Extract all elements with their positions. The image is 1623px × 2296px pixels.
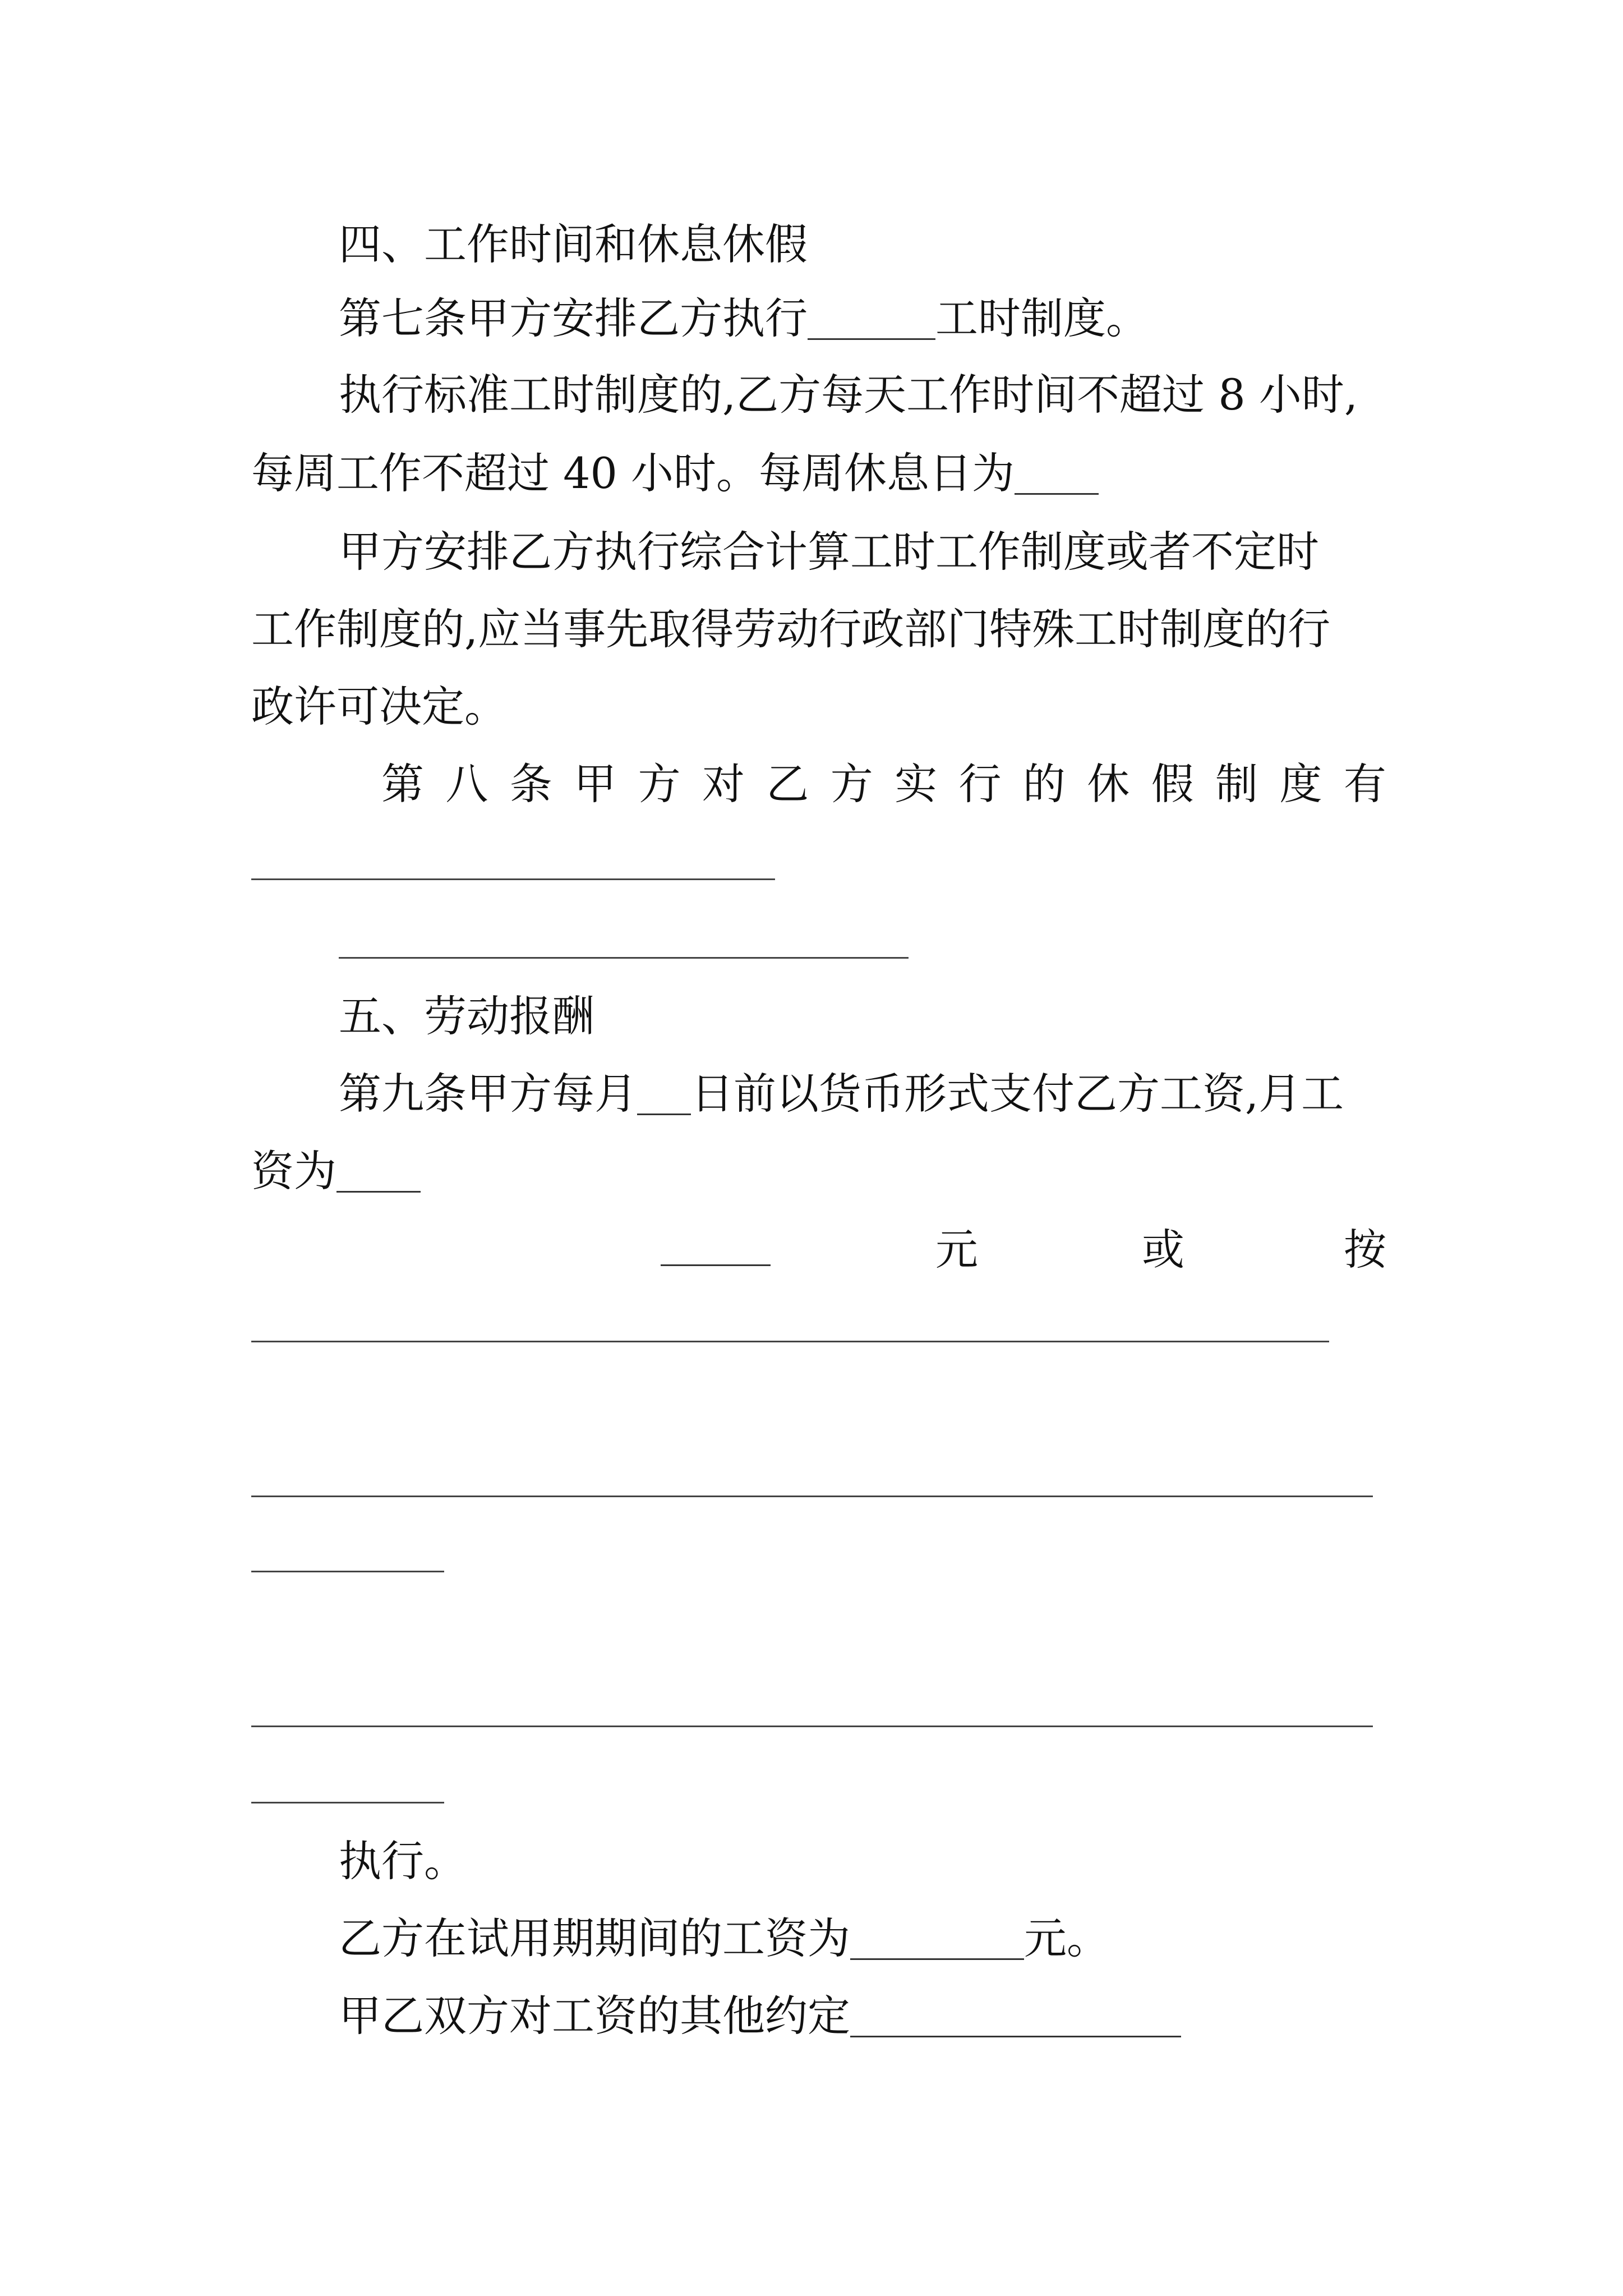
probation-suffix: 元。 [1024,1913,1109,1963]
salary-basis-blank-2[interactable] [251,1496,1373,1497]
probation-text: 乙方在试用期期间的工资为 [339,1913,850,1963]
leave-system-blank-1[interactable] [251,878,775,880]
article-8-char: 行 [958,759,1002,809]
article-8-char: 休 [1087,759,1130,809]
article-8-char: 制 [1215,759,1258,809]
article-9-suffix: 日前以货币形式支付乙方工资,月工 [691,1069,1344,1119]
word-according: 按 [1344,1225,1386,1274]
comprehensive-hours-line-1: 甲方安排乙方执行综合计算工时工作制度或者不定时 [339,527,1319,577]
other-agreements [339,1991,1181,2041]
article-8-char: 方 [830,759,873,809]
article-8-char: 假 [1151,759,1194,809]
article-8-char: 甲 [574,759,617,809]
rest-day-blank[interactable] [1015,457,1099,495]
leave-system-blank-2[interactable] [339,957,909,959]
salary-basis-blank-1[interactable] [251,1341,1329,1342]
salary-prefix: 资为 [251,1146,336,1196]
article-8-char: 条 [509,759,552,809]
salary-basis-blank-5[interactable] [251,1802,444,1803]
amount-blank[interactable] [661,1228,771,1266]
probation-salary-blank[interactable] [850,1922,1024,1960]
article-8-char: 实 [895,759,938,809]
word-or: 或 [1142,1225,1184,1274]
article-7-text: 第七条甲方安排乙方执行 [339,293,808,343]
article-9-text: 第九条甲方每月 [339,1069,637,1119]
article-8-char: 度 [1279,759,1322,809]
standard-hours-text: 每周工作不超过 40 小时。每周休息日为 [251,448,1015,498]
work-hour-system-blank[interactable] [808,302,935,340]
salary-basis-blank-4[interactable] [251,1726,1373,1727]
article-8-char: 有 [1343,759,1386,809]
section-4-heading: 四、工作时间和休息休假 [339,219,808,269]
monthly-salary-blank[interactable] [336,1155,421,1193]
section-5-heading: 五、劳动报酬 [339,991,594,1041]
comprehensive-hours-line-3: 政许可决定。 [251,682,507,731]
salary-line [251,1146,421,1196]
article-8-char: 八 [445,759,488,809]
execute-text: 执行。 [339,1836,467,1886]
article-9 [339,1069,1344,1119]
article-8 [381,759,1386,809]
article-8-char: 方 [638,759,681,809]
probation-salary [339,1913,1109,1963]
other-agreements-blank[interactable] [850,2000,1181,2037]
article-7 [339,293,1149,343]
pay-day-blank[interactable] [637,1078,691,1115]
article-8-char: 第 [381,759,424,809]
article-7-suffix: 工时制度。 [935,293,1149,343]
article-8-char: 乙 [766,759,809,809]
article-8-char: 对 [702,759,745,809]
article-8-char: 的 [1022,759,1066,809]
comprehensive-hours-line-2: 工作制度的,应当事先取得劳动行政部门特殊工时制度的行 [251,604,1331,654]
unit-yuan: 元 [935,1225,978,1274]
other-agreements-text: 甲乙双方对工资的其他约定 [339,1991,850,2041]
standard-hours-line-2 [251,448,1099,498]
standard-hours-line-1: 执行标准工时制度的,乙方每天工作时间不超过 8 小时, [339,370,1358,420]
salary-basis-blank-3[interactable] [251,1571,444,1572]
